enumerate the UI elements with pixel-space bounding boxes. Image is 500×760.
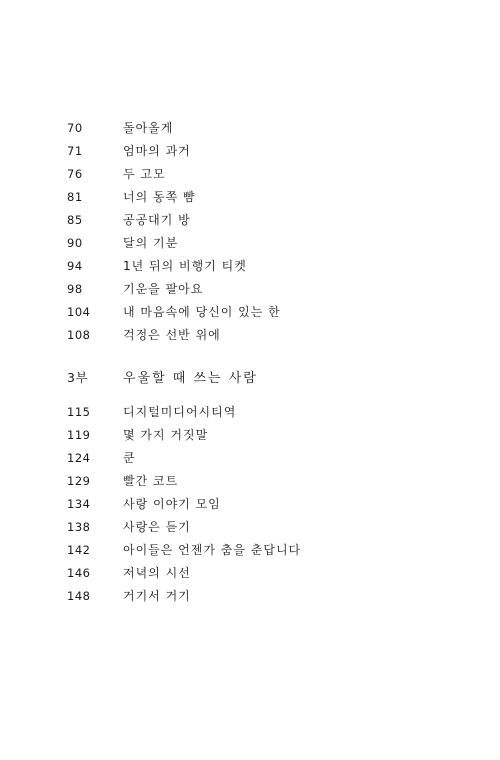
page-number: 142 [67, 542, 91, 557]
toc-entry [67, 116, 467, 139]
page-number: 76 [67, 166, 83, 181]
page-number: 81 [67, 189, 83, 204]
page-number: 98 [67, 281, 83, 296]
chapter-title: 엄마의 과거 [123, 144, 191, 158]
chapter-title: 사랑은 듣기 [123, 520, 191, 534]
page-number: 134 [67, 496, 91, 511]
chapter-title: 저녁의 시선 [123, 566, 191, 580]
page-number: 146 [67, 565, 91, 580]
section-heading [67, 365, 467, 388]
page-number: 124 [67, 450, 91, 465]
toc-group-part3 [67, 400, 467, 607]
chapter-title: 걱정은 선반 위에 [123, 328, 221, 342]
toc-entry [67, 423, 467, 446]
toc-entry [67, 208, 467, 231]
page-number: 104 [67, 304, 91, 319]
section-title: 우울할 때 쓰는 사람 [123, 371, 258, 386]
chapter-title: 빨간 코트 [123, 474, 179, 488]
toc-entry [67, 515, 467, 538]
toc-entry [67, 446, 467, 469]
table-of-contents [67, 116, 467, 607]
page-number: 129 [67, 473, 91, 488]
chapter-title: 사랑 이야기 모임 [123, 497, 221, 511]
page-number: 108 [67, 327, 91, 342]
page-number: 119 [67, 427, 91, 442]
chapter-title: 기운을 팔아요 [123, 282, 204, 296]
chapter-title: 너의 동쪽 뺨 [123, 190, 196, 204]
chapter-title: 1년 뒤의 비행기 티켓 [123, 259, 247, 273]
page-number: 138 [67, 519, 91, 534]
page-number: 71 [67, 143, 83, 158]
toc-entry [67, 185, 467, 208]
toc-entry [67, 492, 467, 515]
toc-entry [67, 162, 467, 185]
chapter-title: 거기서 거기 [123, 589, 191, 603]
page-number: 70 [67, 120, 83, 135]
toc-entry [67, 400, 467, 423]
toc-entry [67, 323, 467, 346]
toc-entry [67, 538, 467, 561]
page-number: 94 [67, 258, 83, 273]
chapter-title: 공공대기 방 [123, 213, 191, 227]
page-number: 115 [67, 404, 91, 419]
chapter-title: 달의 기분 [123, 236, 179, 250]
toc-entry [67, 231, 467, 254]
page-number: 85 [67, 212, 83, 227]
toc-entry [67, 254, 467, 277]
section-label: 3부 [67, 369, 89, 385]
chapter-title: 디지털미디어시티역 [123, 405, 237, 419]
toc-group-part2 [67, 116, 467, 346]
chapter-title: 아이들은 언젠가 춤을 춘답니다 [123, 543, 302, 557]
toc-entry [67, 584, 467, 607]
toc-entry [67, 277, 467, 300]
toc-entry [67, 300, 467, 323]
chapter-title: 돌아올게 [123, 121, 174, 135]
toc-entry [67, 469, 467, 492]
chapter-title: 몇 가지 거짓말 [123, 428, 209, 442]
chapter-title: 두 고모 [123, 167, 166, 181]
toc-entry [67, 561, 467, 584]
chapter-title: 쿤 [123, 451, 136, 465]
toc-entry [67, 139, 467, 162]
page-number: 148 [67, 588, 91, 603]
chapter-title: 내 마음속에 당신이 있는 한 [123, 305, 281, 319]
page-number: 90 [67, 235, 83, 250]
